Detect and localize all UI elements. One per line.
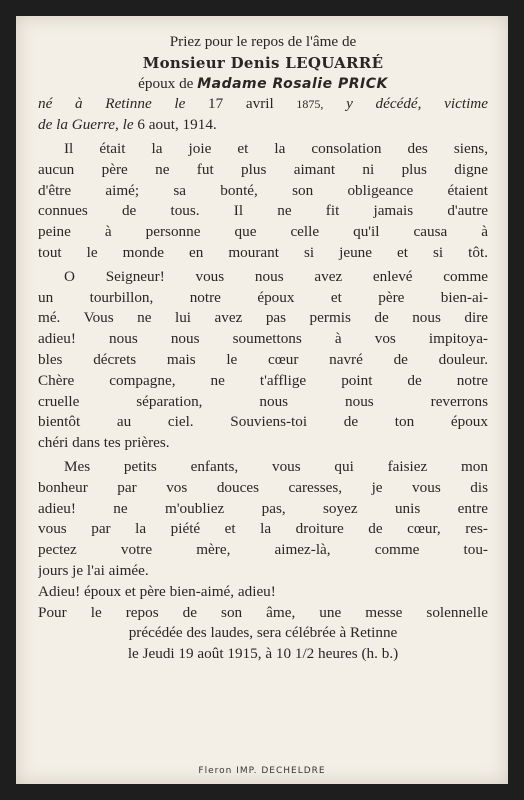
para2-line: Chère compagne, ne t'afflige point de notre	[38, 371, 488, 389]
memorial-card	[16, 16, 508, 784]
para1-line: aucun père ne fut plus aimant ni plus digne	[38, 160, 488, 178]
deceased-name: Monsieur Denis LEQUARRÉ	[142, 53, 384, 72]
card-text	[38, 32, 488, 665]
spouse-name: Madame Rosalie PRICK	[197, 75, 388, 92]
para2-line: cruelle séparation, nous nous reverrons	[38, 392, 488, 410]
birth-line-end: y décédé, victime	[346, 95, 488, 113]
death-line-start: de la Guerre, le	[38, 116, 134, 134]
para3-line: vous par la piété et la droiture de cœur, res-	[38, 520, 488, 538]
para3-line: bonheur par vos douces caresses, je vous dis	[38, 478, 488, 496]
para3-line: pectez votre mère, aimez-là, comme tou-	[38, 541, 488, 559]
spouse-prefix: époux de	[138, 74, 194, 92]
para2-line: mé. Vous ne lui avez pas permis de nous dire	[38, 309, 488, 327]
para2-line: O Seigneur! vous nous avez enlevé comme	[64, 267, 488, 285]
para1-line: d'être aimé; sa bonté, son obligeance étaient	[38, 181, 488, 199]
intro-line: Priez pour le repos de l'âme de	[169, 33, 357, 50]
death-line	[38, 115, 488, 136]
para3-line: adieu! ne m'oubliez pas, soyez unis entre	[38, 499, 488, 517]
para2-line: bientôt au ciel. Souviens-toi de ton époux	[38, 413, 488, 431]
birth-line-start: né à Retinne le	[38, 95, 186, 113]
farewell-line: Adieu! époux et père bien-aimé, adieu!	[38, 582, 276, 600]
printer-credit: Fleron IMP. DECHELDRE	[198, 766, 326, 776]
para1-line: connues de tous. Il ne fit jamais d'autre	[38, 202, 488, 220]
birth-year: 1875,	[296, 97, 324, 112]
para1-line: peine à personne que celle qu'il causa à	[38, 223, 488, 241]
birth-line	[38, 94, 488, 115]
mass-line: Pour le repos de son âme, une messe solennelle	[38, 603, 488, 621]
mass-line: le Jeudi 19 août 1915, à 10 1/2 heures (h. b.)	[127, 645, 399, 663]
birth-date: 17 avril	[208, 95, 274, 113]
para1-line: Il était la joie et la consolation des siens,	[64, 139, 488, 157]
para2-line: chéri dans tes prières.	[38, 434, 170, 452]
para3-line: jours je l'ai aimée.	[38, 561, 149, 579]
para2-line: un tourbillon, notre époux et père bien-ai-	[38, 288, 488, 306]
para1-line: tout le monde en mourant si jeune et si tôt.	[38, 243, 488, 261]
spouse-line	[38, 74, 488, 95]
para3-line: Mes petits enfants, vous qui faisiez mon	[64, 457, 488, 475]
death-year: 1914.	[182, 116, 217, 134]
death-date: 6 aout,	[137, 116, 179, 134]
mass-line: précédée des laudes, sera célébrée à Retinne	[128, 624, 398, 642]
para2-line: adieu! nous nous soumettons à vos impitoya-	[38, 330, 488, 348]
para2-line: bles décrets mais le cœur navré de douleur.	[38, 350, 488, 368]
